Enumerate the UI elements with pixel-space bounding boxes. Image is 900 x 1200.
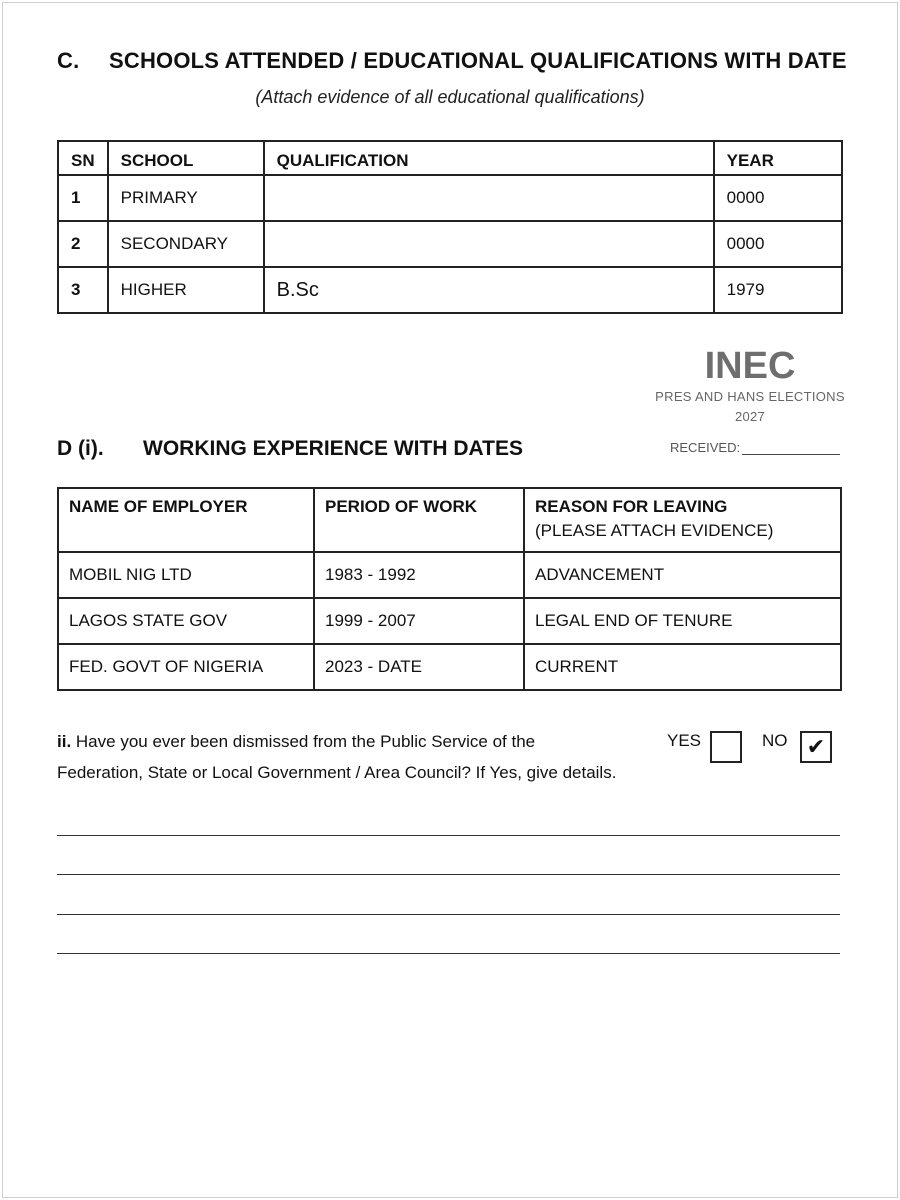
sn-cell: 3 — [58, 267, 108, 313]
table-row — [58, 598, 841, 644]
sn-cell: 1 — [58, 175, 108, 221]
period-cell[interactable]: 1999 - 2007 — [314, 598, 524, 644]
dismissal-question — [57, 726, 617, 788]
received-line[interactable] — [742, 442, 840, 455]
column-header — [58, 488, 314, 552]
table-row — [58, 644, 841, 690]
school-cell: HIGHER — [108, 267, 264, 313]
reason-cell[interactable]: LEGAL END OF TENURE — [524, 598, 841, 644]
period-cell[interactable]: 2023 - DATE — [314, 644, 524, 690]
yes-checkbox[interactable] — [710, 731, 742, 763]
employer-header: NAME OF EMPLOYER — [69, 497, 248, 516]
table-row — [58, 175, 842, 221]
section-d-number: D (i). — [57, 437, 104, 460]
work-experience-table — [57, 487, 842, 691]
reason-cell[interactable]: ADVANCEMENT — [524, 552, 841, 598]
question-number: ii. — [57, 732, 72, 751]
qualification-cell[interactable] — [264, 221, 714, 267]
details-line[interactable] — [57, 953, 840, 954]
employer-cell[interactable]: FED. GOVT OF NIGERIA — [58, 644, 314, 690]
question-text: Have you ever been dismissed from the Public Service of the Federation, State or Local Government / Area Council? If Yes, give details. — [57, 732, 617, 782]
no-checkbox[interactable] — [800, 731, 832, 763]
school-cell: PRIMARY — [108, 175, 264, 221]
stamp-line-2: 2027 — [734, 409, 766, 424]
attach-evidence-note: (Attach evidence of all educational qualifications) — [255, 87, 645, 107]
reason-header: REASON FOR LEAVING — [535, 497, 728, 516]
year-cell[interactable]: 0000 — [714, 221, 842, 267]
column-header: SCHOOL — [108, 141, 264, 175]
employer-cell[interactable]: LAGOS STATE GOV — [58, 598, 314, 644]
details-line[interactable] — [57, 835, 840, 836]
period-header: PERIOD OF WORK — [325, 497, 478, 516]
details-line[interactable] — [57, 914, 840, 915]
details-line[interactable] — [57, 874, 840, 875]
year-cell[interactable]: 1979 — [714, 267, 842, 313]
column-header — [524, 488, 841, 552]
no-label: NO — [762, 731, 788, 750]
reason-subheader: (PLEASE ATTACH EVIDENCE) — [535, 521, 774, 540]
checkmark-icon: ✔ — [806, 734, 826, 759]
column-header: YEAR — [714, 141, 842, 175]
section-d-title: WORKING EXPERIENCE WITH DATES — [143, 437, 523, 460]
table-row — [58, 221, 842, 267]
column-header: SN — [58, 141, 108, 175]
table-header-row — [58, 141, 842, 175]
column-header — [314, 488, 524, 552]
school-cell: SECONDARY — [108, 221, 264, 267]
inec-stamp — [655, 345, 845, 427]
year-cell[interactable]: 0000 — [714, 175, 842, 221]
employer-cell[interactable]: MOBIL NIG LTD — [58, 552, 314, 598]
education-table — [57, 140, 843, 314]
reason-cell[interactable]: CURRENT — [524, 644, 841, 690]
period-cell[interactable]: 1983 - 1992 — [314, 552, 524, 598]
yes-label: YES — [667, 731, 702, 750]
sn-cell: 2 — [58, 221, 108, 267]
qualification-cell[interactable]: B.Sc — [264, 267, 714, 313]
qualification-cell[interactable] — [264, 175, 714, 221]
section-c-title: SCHOOLS ATTENDED / EDUCATIONAL QUALIFICATIONS WITH DATE — [109, 48, 847, 73]
section-d-heading — [57, 437, 523, 461]
received-label: RECEIVED: — [670, 440, 741, 455]
table-row — [58, 552, 841, 598]
table-row — [58, 267, 842, 313]
column-header: QUALIFICATION — [264, 141, 714, 175]
section-c-heading — [57, 48, 857, 74]
table-header-row — [58, 488, 841, 552]
stamp-line-1: PRES AND HANS ELECTIONS — [655, 389, 845, 404]
received-field — [670, 440, 840, 455]
section-c-letter: C. — [57, 48, 80, 73]
stamp-org: INEC — [704, 345, 796, 387]
